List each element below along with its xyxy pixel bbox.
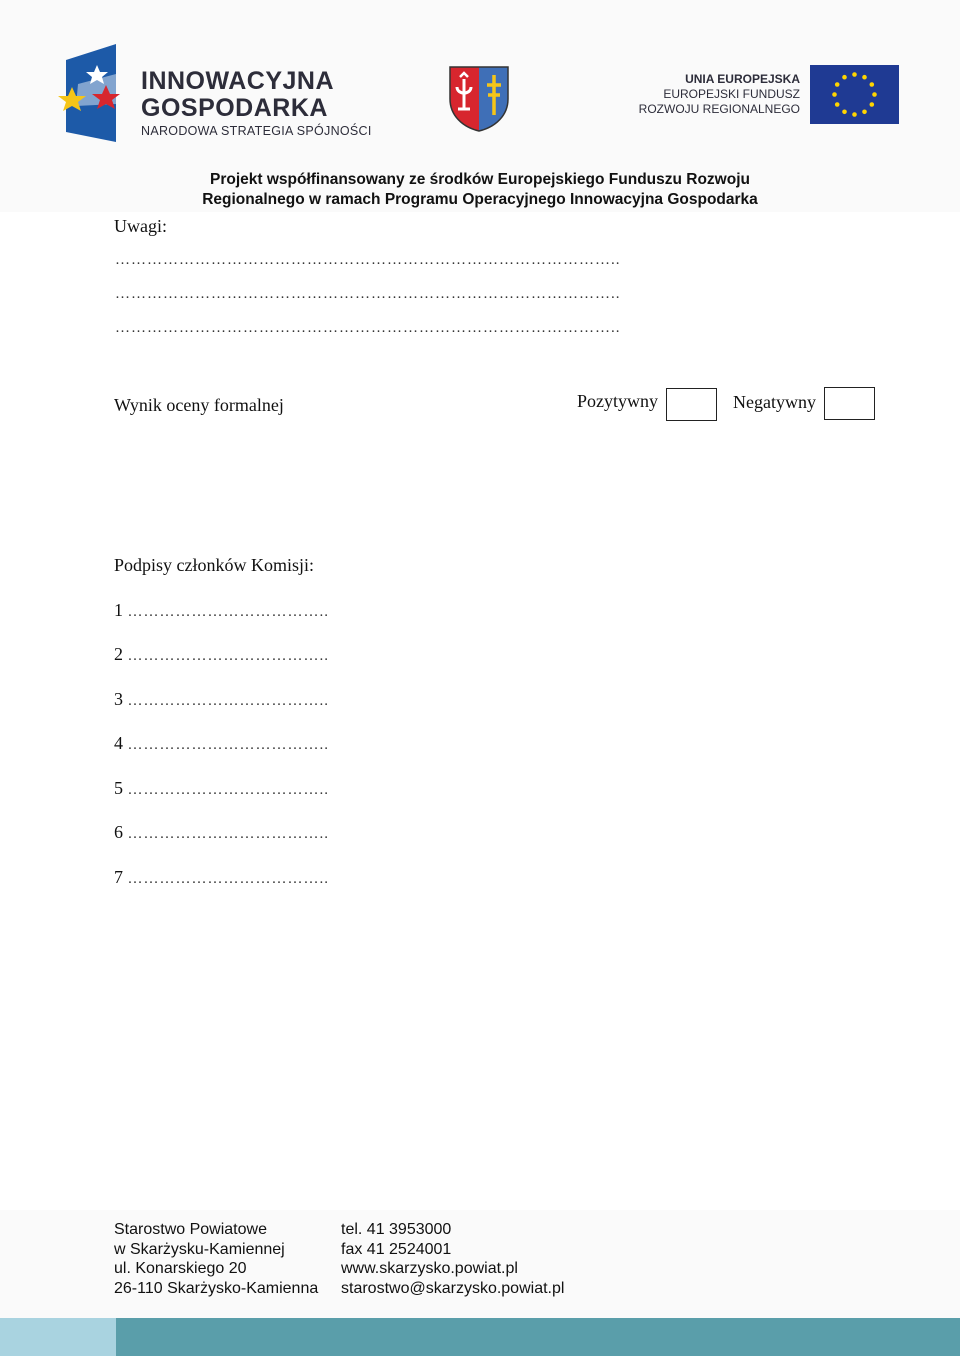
signature-dots: ………………………………..	[127, 871, 329, 887]
footer-address	[114, 1220, 318, 1298]
negative-checkbox[interactable]	[824, 387, 875, 420]
eu-logo-line1: UNIA EUROPEJSKA	[685, 72, 800, 86]
eu-logo-line2: EUROPEJSKI FUNDUSZ	[663, 87, 800, 101]
signature-dots: ………………………………..	[127, 737, 329, 753]
footer-contact	[341, 1220, 564, 1298]
signature-dots: ………………………………..	[127, 826, 329, 842]
remarks-line-2: …………………………………………………………………………………..	[115, 286, 621, 302]
footer-email-link[interactable]: starostwo@skarzysko.powiat.pl	[341, 1279, 565, 1297]
coat-of-arms-icon	[448, 65, 510, 133]
ig-logo-line3: NARODOWA STRATEGIA SPÓJNOŚCI	[141, 124, 372, 138]
cofinancing-note	[0, 170, 960, 210]
ig-logo-text	[141, 68, 372, 138]
signature-line-3	[114, 689, 329, 710]
signature-number: 6	[114, 822, 123, 842]
signature-line-4	[114, 733, 329, 754]
signature-line-7	[114, 867, 329, 888]
ig-logo-line2: GOSPODARKA	[141, 94, 328, 122]
eu-logo-text	[639, 72, 800, 117]
signatures-label: Podpisy członków Komisji:	[114, 555, 315, 575]
result-label: Wynik oceny formalnej	[114, 395, 284, 415]
signature-dots: ………………………………..	[127, 693, 329, 709]
signature-number: 7	[114, 867, 123, 887]
signature-number: 1	[114, 600, 123, 620]
footer-address-line: 26-110 Skarżysko-Kamienna	[114, 1279, 319, 1297]
footer-bar-light	[0, 1318, 116, 1356]
signature-number: 4	[114, 733, 123, 753]
footer-fax: fax 41 2524001	[341, 1240, 452, 1258]
footer-phone: tel. 41 3953000	[341, 1221, 452, 1238]
signature-line-6	[114, 822, 329, 843]
signature-dots: ………………………………..	[127, 604, 329, 620]
signature-line-1	[114, 600, 329, 621]
footer-bar-dark	[116, 1318, 960, 1356]
eu-flag-icon	[810, 65, 899, 124]
signature-line-5	[114, 778, 329, 799]
remarks-line-1: …………………………………………………………………………………..	[115, 252, 621, 268]
signature-line-2	[114, 644, 329, 665]
footer-website-link[interactable]: www.skarzysko.powiat.pl	[341, 1260, 518, 1277]
remarks-label: Uwagi:	[114, 216, 167, 236]
cofinancing-line2: Regionalnego w ramach Programu Operacyjnego Innowacyjna Gospodarka	[202, 191, 758, 208]
signature-number: 2	[114, 644, 123, 664]
footer-address-line: Starostwo Powiatowe	[114, 1221, 267, 1238]
positive-label: Pozytywny	[577, 391, 658, 411]
innowacyjna-gospodarka-logo-icon	[56, 44, 122, 144]
signature-number: 5	[114, 778, 123, 798]
footer-address-line: w Skarżysku-Kamiennej	[114, 1240, 285, 1258]
ig-logo-line1: INNOWACYJNA	[141, 67, 335, 95]
remarks-line-3: …………………………………………………………………………………..	[115, 320, 621, 336]
eu-logo-line3: ROZWOJU REGIONALNEGO	[638, 102, 800, 116]
signature-dots: ………………………………..	[127, 648, 329, 664]
footer-address-line: ul. Konarskiego 20	[114, 1260, 247, 1277]
signature-number: 3	[114, 689, 123, 709]
signature-dots: ………………………………..	[127, 782, 329, 798]
cofinancing-line1: Projekt współfinansowany ze środków Europejskiego Funduszu Rozwoju	[210, 171, 750, 188]
positive-checkbox[interactable]	[666, 388, 717, 421]
negative-label: Negatywny	[733, 392, 816, 412]
